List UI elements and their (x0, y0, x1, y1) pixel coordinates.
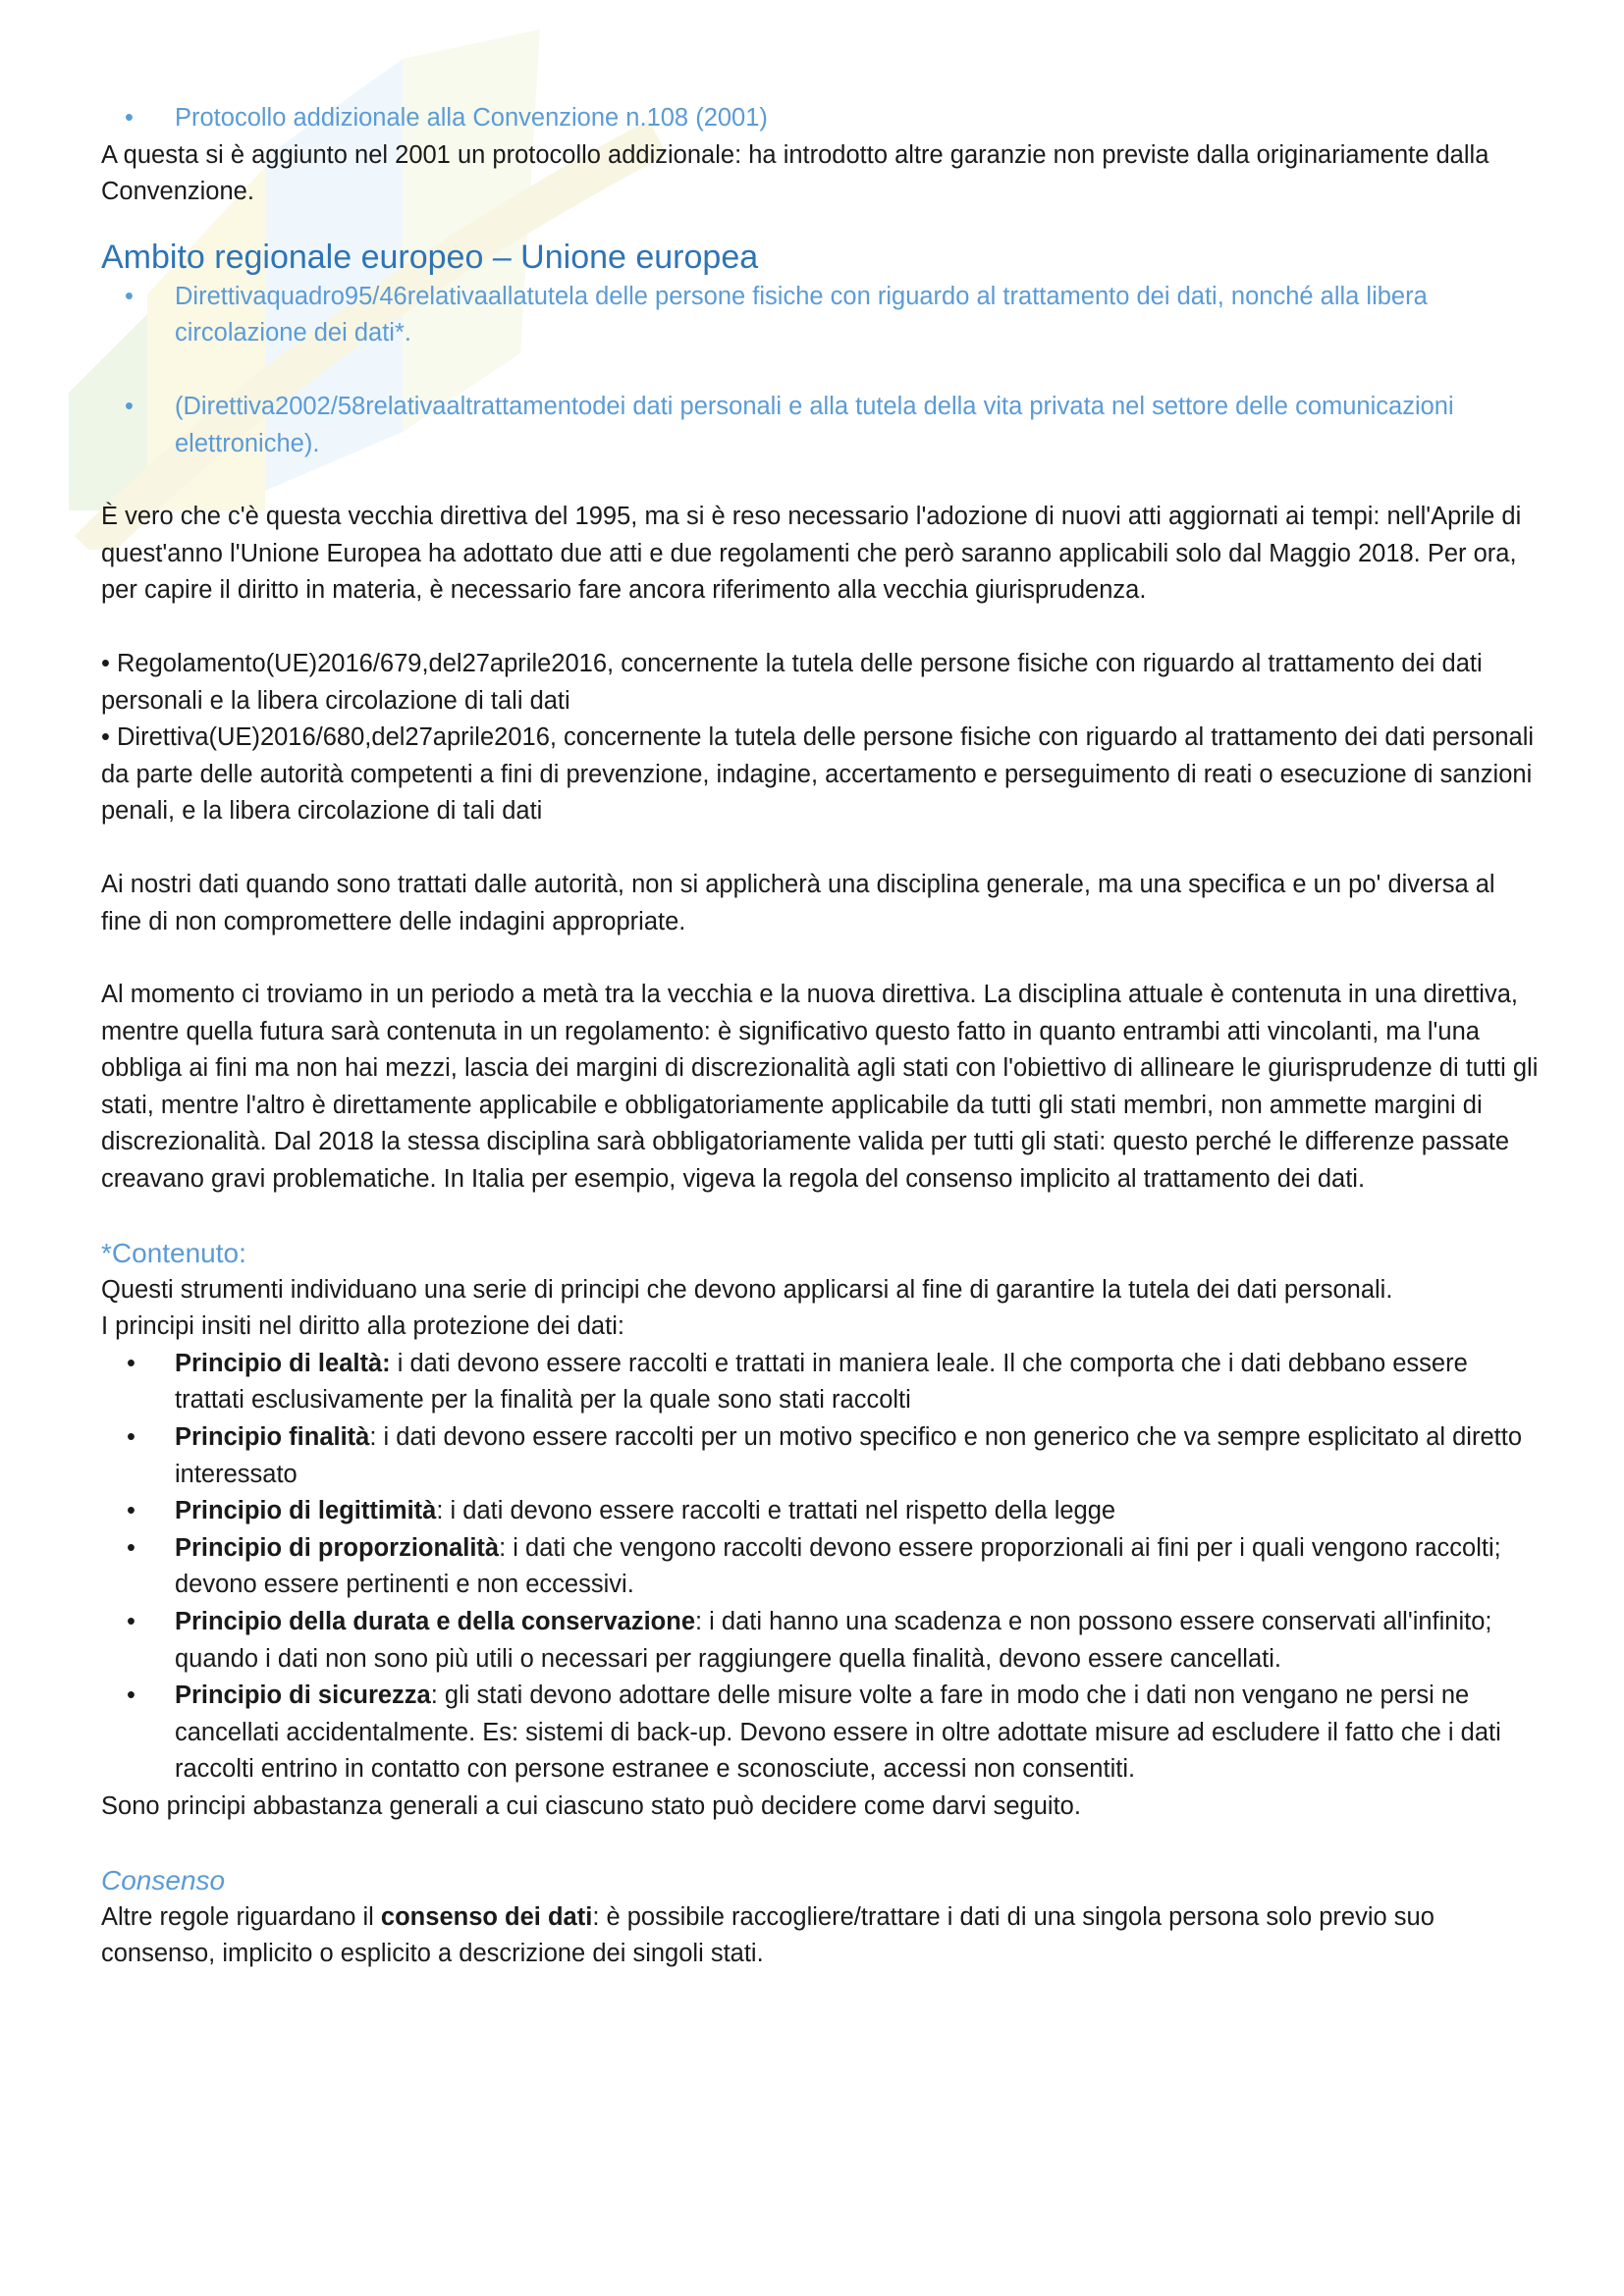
principle-item (101, 1419, 1540, 1493)
regulation-item: • Regolamento(UE)2016/679,del27aprile2016, concernente la tutela delle persone fisiche con riguardo al trattamento dei dati personali e la libera circolazione di tali dati (101, 649, 1483, 715)
paragraph: È vero che c'è questa vecchia direttiva del 1995, ma si è reso necessario l'adozione di nuovi atti aggiornati ai tempi: nell'Aprile di quest'anno l'Unione Europea ha adottato due atti e due regolamenti che però saranno applicabili solo dal Maggio 2018. Per ora, per capire il diritto in materia, è necessario fare ancora riferimento alla vecchia giurisprudenza. (101, 503, 1522, 605)
paragraph: I principi insiti nel diritto alla protezione dei dati: (101, 1312, 624, 1341)
directive-bullet: • Direttivaquadro95/46relativaallatutela delle persone fisiche con riguardo al trattamento dei dati, nonché alla libera circolazione dei dati*. (101, 279, 1540, 352)
paragraph (101, 1899, 1540, 1973)
principle-name: Principio di legittimità (175, 1497, 437, 1525)
principle-item (101, 1604, 1540, 1678)
paragraph: Al momento ci troviamo in un periodo a metà tra la vecchia e la nuova direttiva. La disciplina attuale è contenuta in una direttiva, mentre quella futura sarà contenuta in un regolamento: è significativo questo fatto in quanto entrambi atti vincolanti, ma l'una obbliga ai fini ma non hai mezzi, lascia dei margini di discrezionalità agli stati con l'obiettivo di allineare le giurisprudenze di tutti gli stati, mentre l'altro è direttamente applicabile e obbligatoriamente applicabile da tutti gli stati membri, non ammette margini di discrezionalità. Dal 2018 la stessa disciplina sarà obbligatoriamente valida per tutti gli stati: questo perché le differenze passate creavano gravi problematiche. In Italia per esempio, vigeva la regola del consenso implicito al trattamento dei dati. (101, 981, 1539, 1194)
principle-item (101, 1678, 1540, 1789)
paragraph: A questa si è aggiunto nel 2001 un protocollo addizionale: ha introdotto altre garanzie non previste dalla originariamente dalla Convenzione. (101, 140, 1489, 206)
principle-text: : i dati hanno una scadenza e non possono essere conservati all'infinito; quando i dati non sono più utili o necessari per raggiungere quella finalità, devono essere cancellati. (175, 1608, 1492, 1673)
principle-item (101, 1493, 1540, 1530)
principle-text: : i dati devono essere raccolti e trattati nel rispetto della legge (436, 1497, 1116, 1525)
principle-text: i dati devono essere raccolti e trattati in maniera leale. Il che comporta che i dati debbano essere trattati esclusivamente per la finalità per la quale sono stati raccolti (175, 1349, 1468, 1415)
principle-text: : i dati che vengono raccolti devono essere proporzionali ai fini per i quali vengono raccolti; devono essere pertinenti e non eccessivi. (175, 1533, 1501, 1599)
principle-name: Principio finalità (175, 1423, 370, 1452)
protocol-bullet: • Protocollo addizionale alla Convenzione n.108 (2001) (101, 100, 1540, 137)
paragraph: Ai nostri dati quando sono trattati dalle autorità, non si applicherà una disciplina generale, ma una specifica e un po' diversa al fine di non compromettere delle indagini appropriate. (101, 870, 1495, 935)
principle-text: : gli stati devono adottare delle misure volte a fare in modo che i dati non vengano ne persi ne cancellati accidentalmente. Es: sistemi di back-up. Devono essere in oltre adottate misure ad escludere il fatto che i dati raccolti entrino in contatto con persone estranee e sconosciute, accessi non consentiti. (175, 1682, 1501, 1784)
text-span: Altre regole riguardano il (101, 1902, 381, 1931)
principle-item (101, 1530, 1540, 1604)
subsection-heading: *Contenuto: (101, 1237, 246, 1268)
directive-bullet: • (Direttiva2002/58relativaaltrattamentodei dati personali e alla tutela della vita privata nel settore delle comunicazioni elettroniche). (101, 389, 1540, 462)
section-heading: Ambito regionale europeo – Unione europea (101, 238, 759, 276)
principle-name: Principio di sicurezza (175, 1682, 431, 1710)
text-span: : è possibile raccogliere/trattare i dati di una singola persona solo previo suo consenso, implicito o esplicito a descrizione dei singoli stati. (101, 1902, 1435, 1968)
paragraph: Sono principi abbastanza generali a cui ciascuno stato può decidere come darvi seguito. (101, 1791, 1081, 1820)
subsection-heading: Consenso (101, 1864, 226, 1896)
bold-term: consenso dei dati (380, 1902, 593, 1931)
principle-name: Principio di proporzionalità (175, 1533, 500, 1562)
document-page (101, 98, 1540, 1973)
principle-text: : i dati devono essere raccolti per un motivo specifico e non generico che va sempre esplicitato al diretto interessato (175, 1423, 1522, 1488)
principle-item (101, 1346, 1540, 1419)
paragraph: Questi strumenti individuano una serie di principi che devono applicarsi al fine di garantire la tutela dei dati personali. (101, 1275, 1393, 1304)
principle-name: Principio di lealtà: (175, 1349, 391, 1377)
principle-name: Principio della durata e della conservazione (175, 1608, 696, 1635)
regulation-item: • Direttiva(UE)2016/680,del27aprile2016, concernente la tutela delle persone fisiche con riguardo al trattamento dei dati personali da parte delle autorità competenti a fini di prevenzione, indagine, accertamento e perseguimento di reati o esecuzione di sanzioni penali, e la libera circolazione di tali dati (101, 723, 1535, 826)
